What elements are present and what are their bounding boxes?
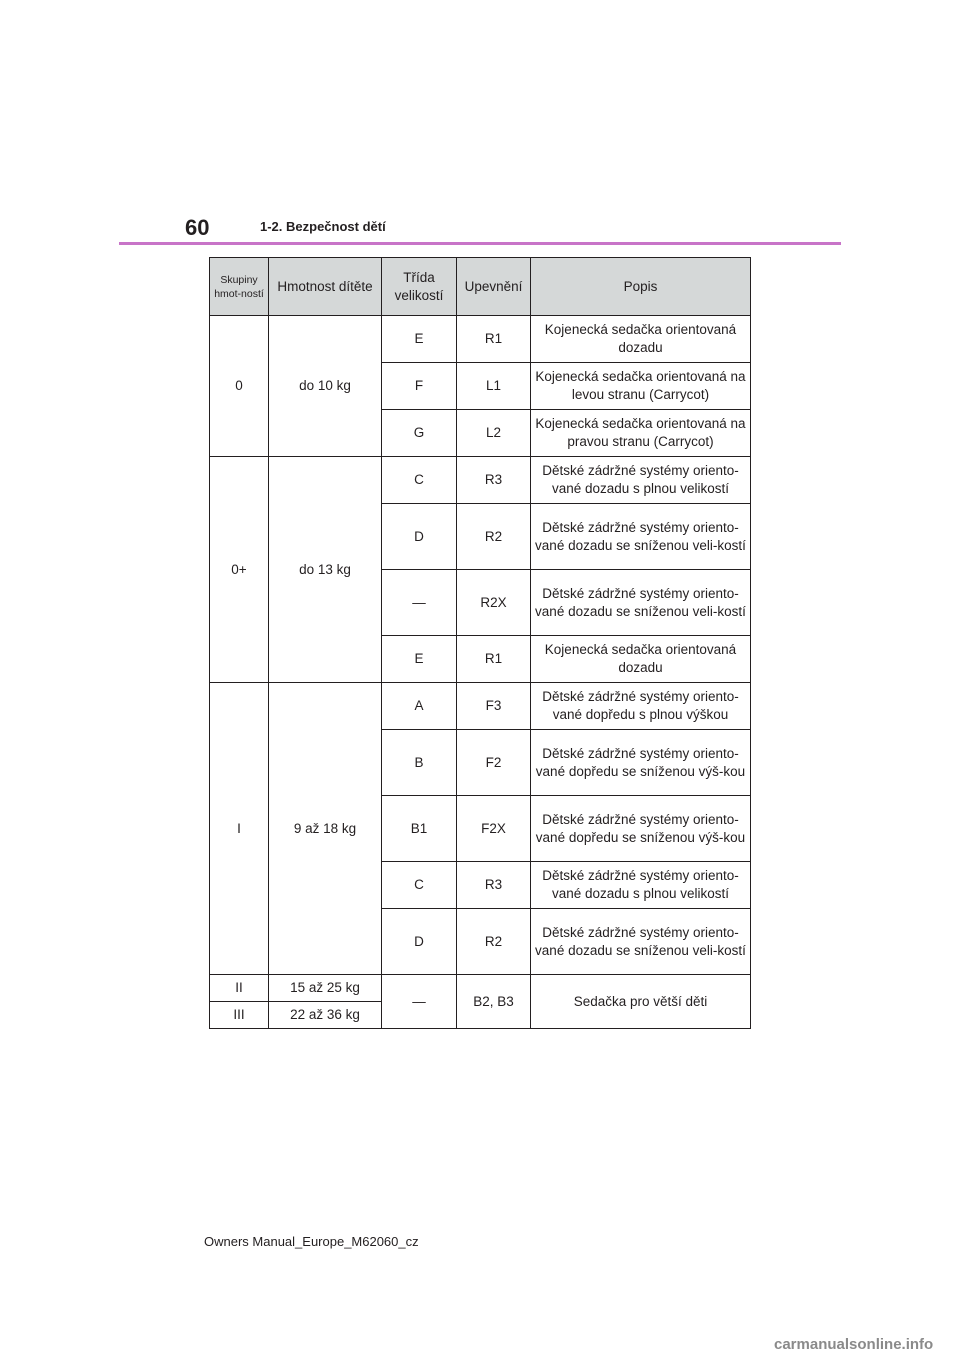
table-header-row [210,258,751,316]
description-cell: Dětské zádržné systémy oriento-vané dopředu s plnou výškou [531,683,751,730]
weight-group-cell: III [210,1002,269,1029]
fixture-cell: R2 [457,504,531,570]
description-cell: Kojenecká sedačka orientovaná dozadu [531,316,751,363]
description-cell: Dětské zádržné systémy oriento-vané dopředu se sníženou výš-kou [531,796,751,862]
description-cell: Kojenecká sedačka orientovaná na levou stranu (Carrycot) [531,363,751,410]
child-weight-cell: 22 až 36 kg [269,1002,382,1029]
fixture-cell: F2 [457,730,531,796]
child-weight-cell: do 10 kg [269,316,382,457]
size-class-cell: A [382,683,457,730]
fixture-cell: L1 [457,363,531,410]
child-weight-cell: 9 až 18 kg [269,683,382,975]
fixture-cell: F3 [457,683,531,730]
fixture-cell: B2, B3 [457,975,531,1029]
description-cell: Dětské zádržné systémy oriento-vané dozadu se sníženou veli-kostí [531,909,751,975]
size-class-cell: B [382,730,457,796]
size-class-cell: F [382,363,457,410]
child-seat-size-table [209,257,751,1029]
fixture-cell: R2X [457,570,531,636]
weight-group-cell: I [210,683,269,975]
description-cell: Kojenecká sedačka orientovaná na pravou stranu (Carrycot) [531,410,751,457]
fixture-cell: R3 [457,457,531,504]
weight-group-cell: 0+ [210,457,269,683]
header-weight-group: Skupiny hmot-ností [210,258,269,316]
fixture-cell: R1 [457,636,531,683]
table-row [210,975,751,1002]
page-number: 60 [185,215,210,240]
fixture-cell: F2X [457,796,531,862]
size-class-cell: G [382,410,457,457]
description-cell: Sedačka pro větší děti [531,975,751,1029]
size-class-cell: D [382,909,457,975]
size-class-cell: D [382,504,457,570]
weight-group-cell: II [210,975,269,1002]
child-weight-cell: 15 až 25 kg [269,975,382,1002]
size-class-cell: E [382,316,457,363]
size-class-cell: C [382,862,457,909]
footer-manual-id: Owners Manual_Europe_M62060_cz [204,1234,419,1249]
fixture-cell: L2 [457,410,531,457]
size-class-cell: E [382,636,457,683]
description-cell: Kojenecká sedačka orientovaná dozadu [531,636,751,683]
section-title: 1-2. Bezpečnost dětí [260,219,386,234]
size-class-cell: B1 [382,796,457,862]
fixture-cell: R1 [457,316,531,363]
description-cell: Dětské zádržné systémy oriento-vané dozadu s plnou velikostí [531,862,751,909]
child-weight-cell: do 13 kg [269,457,382,683]
description-cell: Dětské zádržné systémy oriento-vané dozadu s plnou velikostí [531,457,751,504]
description-cell: Dětské zádržné systémy oriento-vané dozadu se sníženou veli-kostí [531,504,751,570]
size-class-cell: C [382,457,457,504]
header-fixture: Upevnění [457,258,531,316]
header-description: Popis [531,258,751,316]
table-row [210,683,751,730]
size-class-cell: — [382,975,457,1029]
watermark: carmanualsonline.info [774,1336,934,1353]
table-row [210,457,751,504]
header-child-weight: Hmotnost dítěte [269,258,382,316]
fixture-cell: R3 [457,862,531,909]
fixture-cell: R2 [457,909,531,975]
size-class-cell: — [382,570,457,636]
description-cell: Dětské zádržné systémy oriento-vané dopředu se sníženou výš-kou [531,730,751,796]
table-row [210,316,751,363]
header-rule [119,242,841,245]
description-cell: Dětské zádržné systémy oriento-vané dozadu se sníženou veli-kostí [531,570,751,636]
weight-group-cell: 0 [210,316,269,457]
header-size-class: Třída velikostí [382,258,457,316]
